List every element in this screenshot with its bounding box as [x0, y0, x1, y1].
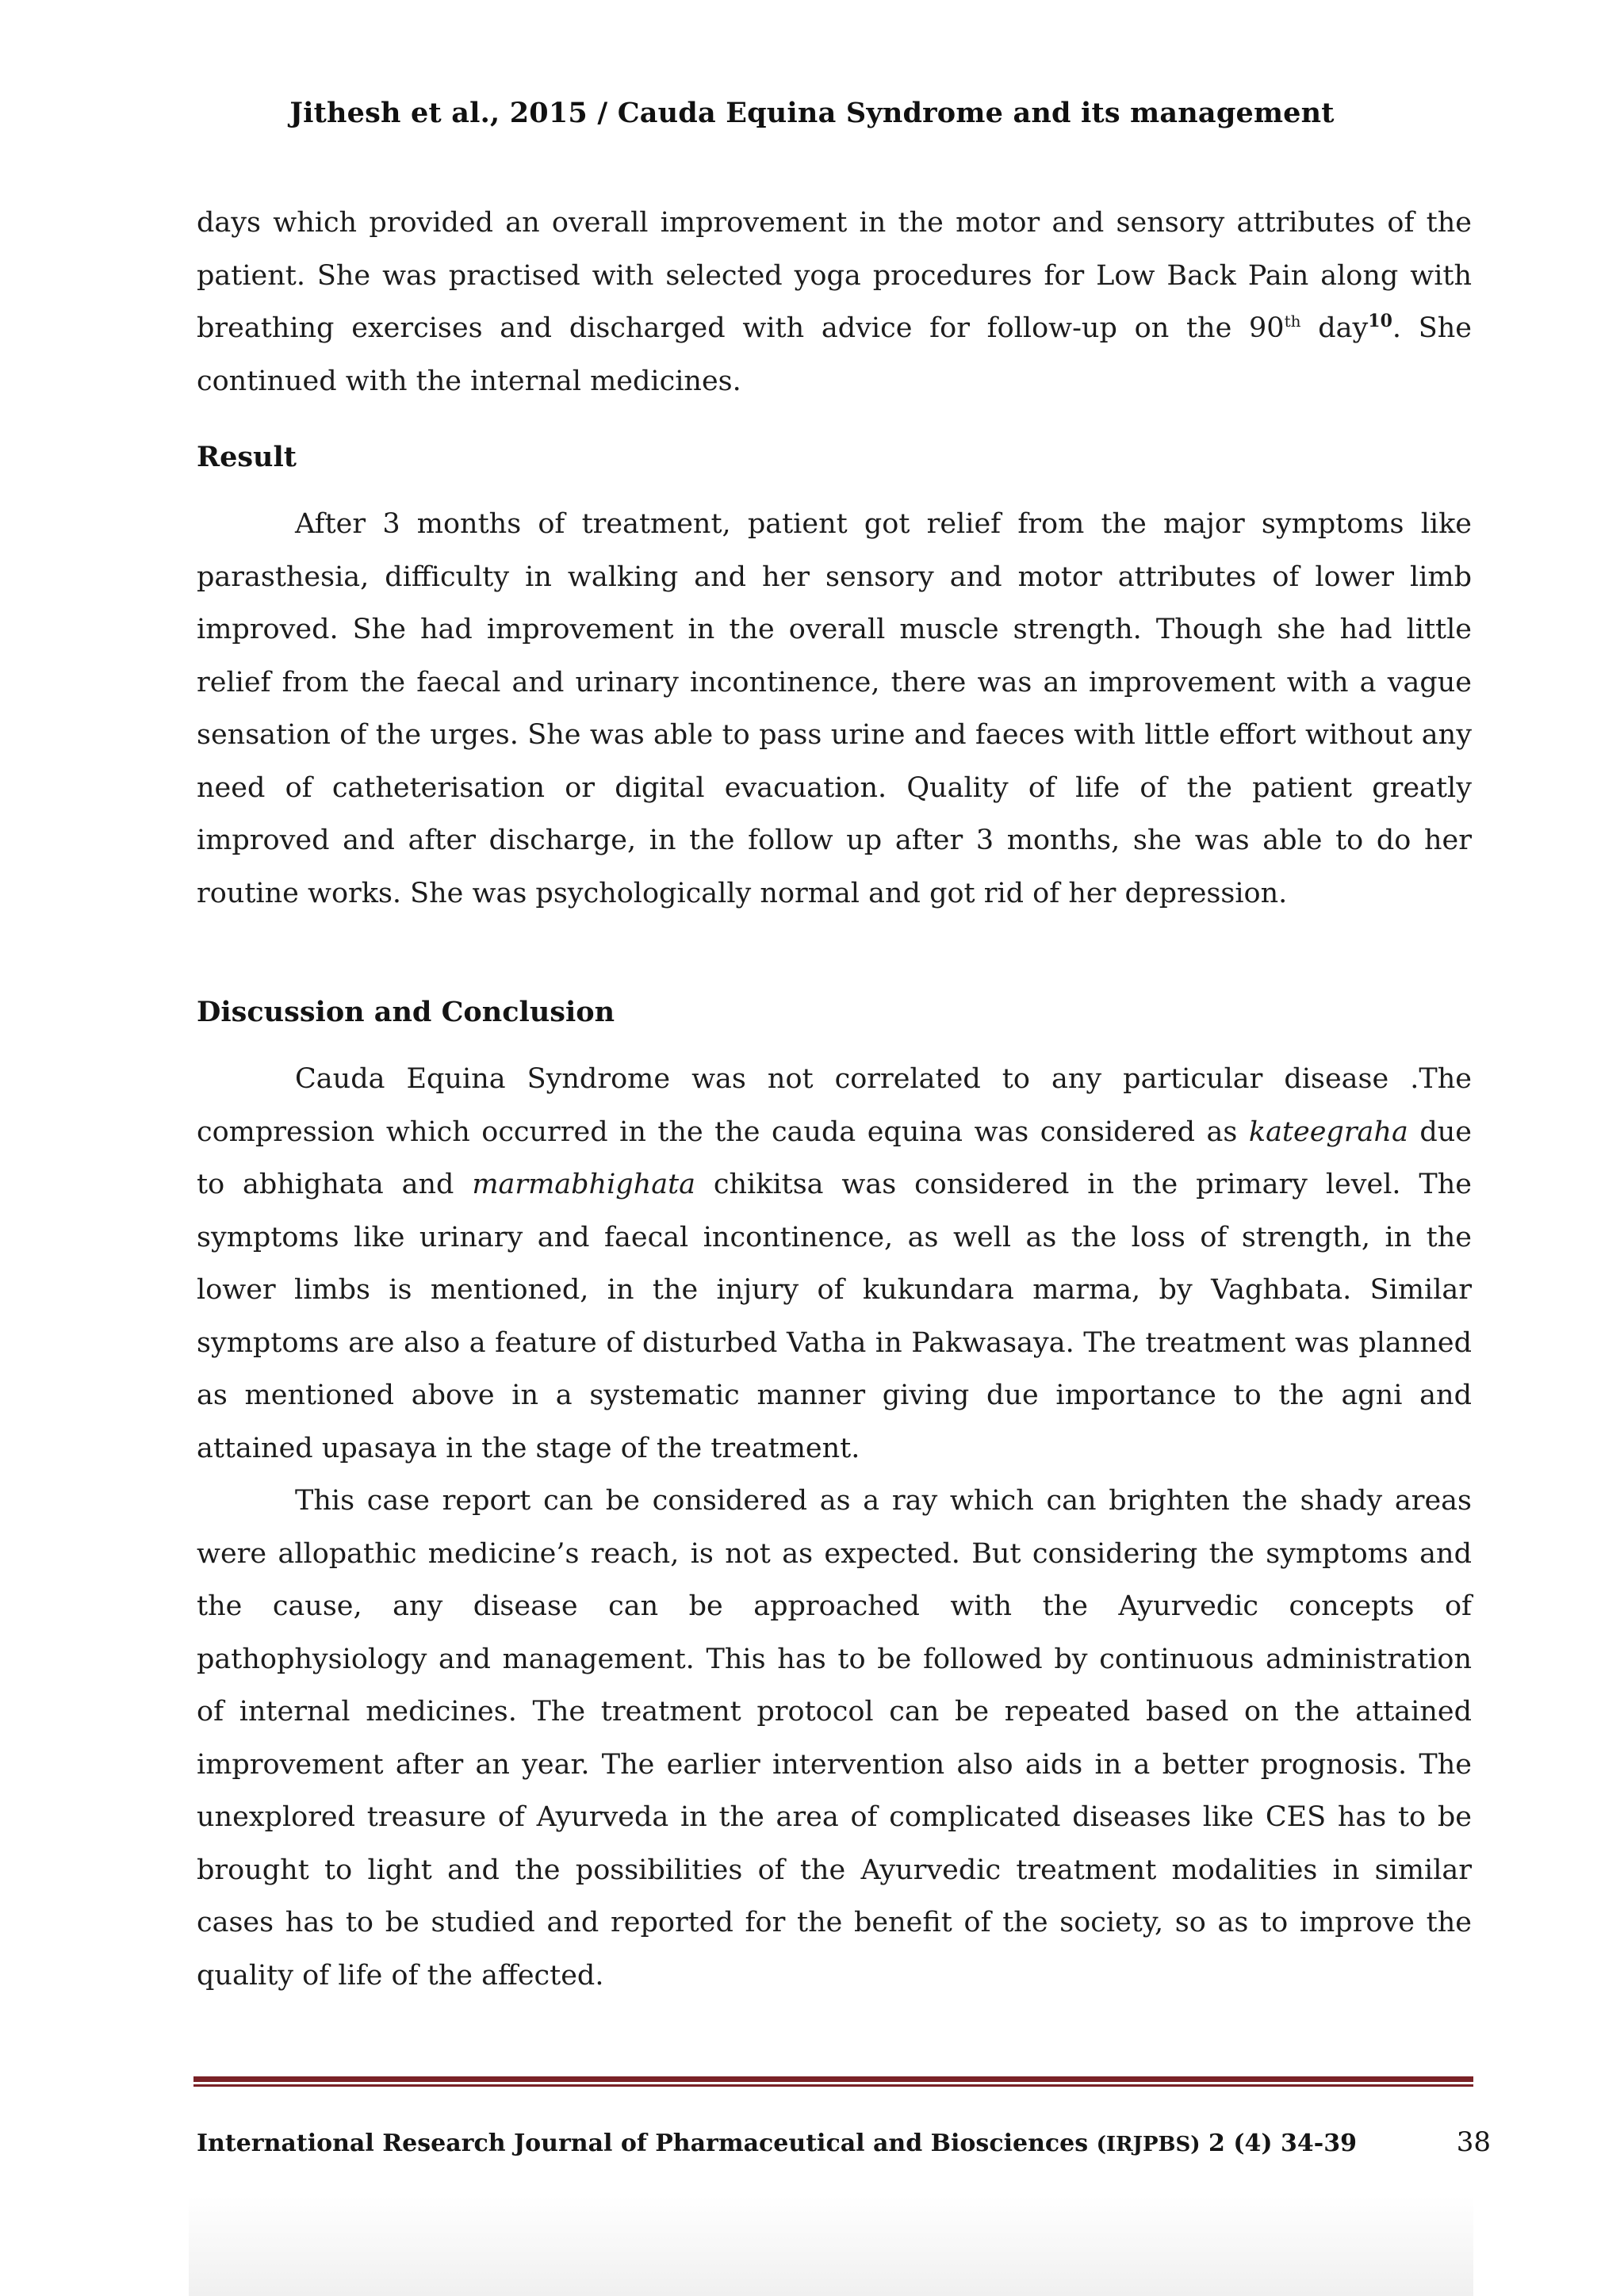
reference-marker: 10: [1368, 311, 1392, 331]
ordinal-suffix: th: [1284, 312, 1301, 331]
intro-text-part3: . She continued with the internal medicines.: [197, 312, 1473, 397]
discussion-p1-text-1: Cauda Equina Syndrome was not correlated to any particular disease .The compression which occurred in the the cauda equina was considered as: [197, 1063, 1472, 1148]
intro-text-part2: day: [1300, 312, 1369, 344]
discussion-p1-text-2: due to abhighata and: [197, 1115, 1472, 1200]
discussion-p1-text-3: chikitsa was considered in the primary level. The symptoms like urinary and faecal incontinence, as well as the loss of strength, in the lower limbs is mentioned, in the injury of kukundara marma, by Vaghbata. Similar symptoms are also a feature of disturbed Vatha in Pakwasaya. The treatment was planned as mentioned above in a systematic manner giving due importance to the agni and attained upasaya in the stage of the treatment.: [197, 1169, 1473, 1464]
discussion-paragraph-2: This case report can be considered as a ray which can brighten the shady areas were allopathic medicine’s reach, is not as expected. But considering the symptoms and the cause, any disease can be approached with the Ayurvedic concepts of pathophysiology and management. This has to be followed by continuous administration of internal medicines. The treatment protocol can be repeated based on the attained improvement after an year. The earlier intervention also aids in a better prognosis. The unexplored treasure of Ayurveda in the area of complicated diseases like CES has to be brought to light and the possibilities of the Ayurvedic treatment modalities in similar cases has to be studied and reported for the benefit of the society, so as to improve the quality of life of the affected.: [197, 1485, 1472, 1992]
journal-name: International Research Journal of Pharmaceutical and Biosciences: [197, 2130, 1097, 2157]
footer-rule-thick: [193, 2076, 1473, 2082]
spacer: [197, 1039, 1472, 1053]
journal-issue: 2 (4) 34-39: [1200, 2130, 1357, 2157]
term-marmabhighata: marmabhighata: [472, 1169, 696, 1200]
spacer: [197, 484, 1472, 498]
intro-paragraph: [197, 197, 1472, 408]
scan-shading: [189, 2196, 1473, 2296]
discussion-paragraph-1: [197, 1053, 1472, 1475]
running-header: Jithesh et al., 2015 / Cauda Equina Syndrome and its management: [289, 97, 1335, 129]
page-footer: [197, 2126, 1491, 2169]
page-number: 38: [1456, 2126, 1491, 2158]
discussion-heading: Discussion and Conclusion: [197, 996, 615, 1028]
term-kateegraha: kateegraha: [1248, 1115, 1408, 1148]
spacer: [197, 920, 1472, 986]
spacer: [197, 408, 1472, 431]
article-body: [197, 197, 1472, 2002]
journal-abbreviation: (IRJPBS): [1096, 2133, 1201, 2156]
footer-rule-thin: [193, 2084, 1473, 2087]
footer-journal-citation: [197, 2130, 1357, 2157]
result-paragraph: After 3 months of treatment, patient got relief from the major symptoms like parasthesia, difficulty in walking and her sensory and motor attributes of lower limb improved. She had improvement in the overall muscle strength. Though she had little relief from the faecal and urinary incontinence, there was an improvement with a vague sensation of the urges. She was able to pass urine and faeces with little effort without any need of catheterisation or digital evacuation. Quality of life of the patient greatly improved and after discharge, in the follow up after 3 months, she was able to do her routine works. She was psychologically normal and got rid of her depression.: [197, 508, 1472, 909]
result-heading: Result: [197, 441, 297, 473]
intro-text-part1: days which provided an overall improvement in the motor and sensory attributes of the patient. She was practised with selected yoga procedures for Low Back Pain along with breathing exercises and discharged with advice for follow-up on the 90: [197, 207, 1472, 344]
